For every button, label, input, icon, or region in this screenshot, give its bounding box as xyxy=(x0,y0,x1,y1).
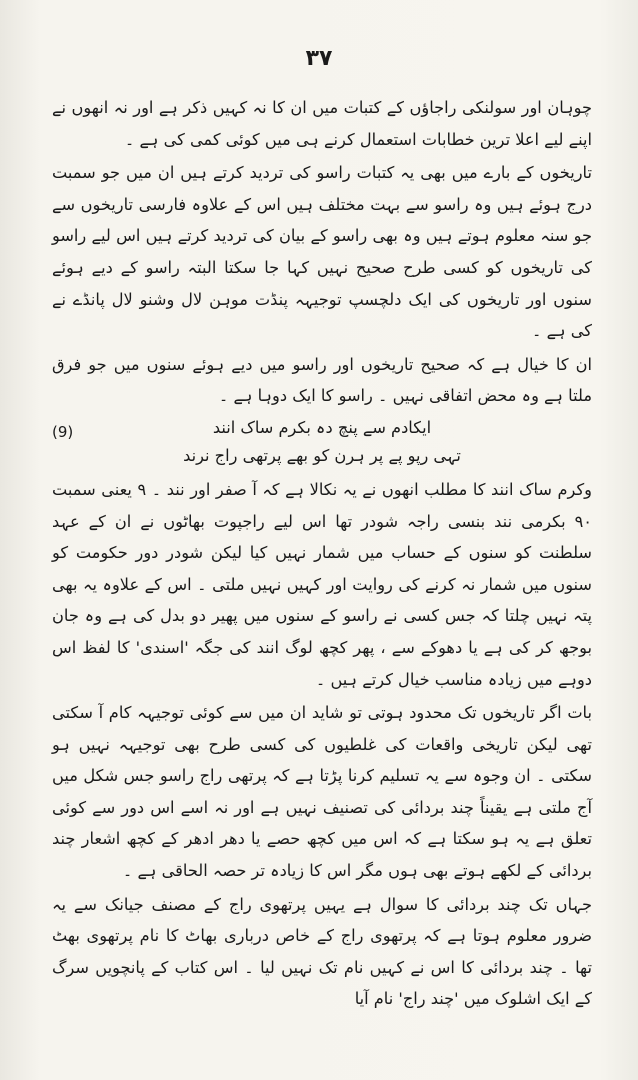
paragraph: وکرم ساک انند کا مطلب انھوں نے یہ نکالا ہے کہ آ صفر اور نند ۔ ۹ یعنی سمبت ۹۰ بکرمی نند بنسی راجہ شودر تھا اس لیے راجپوت بھاٹوں نے ان کے عہد سلطنت کو سنوں کے حساب میں شمار نہیں کیا لیکن شودر دور حکومت کو سنوں میں شمار نہ کرنے کی روایت اور کہیں نہیں ملتی ۔ اس کے علاوہ یہ بھی پتہ نہیں چلتا کہ جس کسی نے راسو کے سنوں میں پھیر دو بدل کی ہے وہ جان بوجھ کر کی ہے یا دھوکے سے ، پھر کچھ لوگ انند کی جگہ 'اسندی' کا لفظ اس دوہے میں زیادہ مناسب خیال کرتے ہیں ۔ xyxy=(52,479,592,689)
verse-couplet xyxy=(52,414,592,470)
page-number: ۳۷ xyxy=(305,46,333,71)
body-text xyxy=(52,92,592,1015)
paragraph: تاریخوں کے بارے میں بھی یہ کتبات راسو کی تردید کرتے ہیں ان میں جو سمبت درج ہوئے ہیں وہ راسو سے بہت مختلف ہیں اس کے علاوہ فارسی تاریخوں سے جو سنہ معلوم ہوتے ہیں وہ بھی راسو کے بیان کی تردید کرتے ہیں اس لیے راسو کی تاریخوں کو کسی طرح صحیح نہیں کہا جا سکتا البتہ راسو کے دیے ہوئے سنوں اور تاریخوں کی ایک دلچسپ توجیہہ پنڈت موہن لال وشنو لال پانڈے نے کی ہے ۔ xyxy=(52,163,592,341)
verse-number: (9) xyxy=(52,422,74,441)
paragraph: جہاں تک چند بردائی کا سوال ہے یہیں پرتھوی راج کے مصنف جیانک سے یہ ضرور معلوم ہوتا ہے کہ پرتھوی راج کے خاص درباری بھاٹ کا نام پرتھوی بھٹ تھا ۔ چند بردائی کا اس نے کہیں نام تک نہیں لیا ۔ اس کتاب کے پانچویں سرگ کے ایک اشلوک میں 'چند راج' نام آیا xyxy=(52,894,592,1009)
paragraph: ان کا خیال ہے کہ صحیح تاریخوں اور راسو میں دیے ہوئے سنوں میں جو فرق ملتا ہے وہ محض اتفاقی نہیں ۔ راسو کا ایک دوہا ہے ۔ xyxy=(52,354,592,406)
paragraph: بات اگر تاریخوں تک محدود ہوتی تو شاید ان میں سے کوئی توجیہہ کام آ سکتی تھی لیکن تاریخی واقعات کی غلطیوں کی کسی طرح بھی توجیہہ نہیں ہو سکتی ۔ ان وجوہ سے یہ تسلیم کرنا پڑتا ہے کہ پرتھی راج راسو جس شکل میں آج ملتی ہے یقیناً چند بردائی کی تصنیف نہیں ہے اور نہ اسے اس دور سے کوئی تعلق ہے یہ ہو سکتا ہے کہ اس میں کچھ حصے یا دھر ادھر کے کچھ اشعار چند بردائی کے لکھے ہوتے بھی ہوں مگر اس کا زیادہ تر حصہ الحاقی ہے ۔ xyxy=(52,703,592,881)
paragraph: چوہان اور سولنکی راجاؤں کے کتبات میں ان کا نہ کہیں ذکر ہے اور نہ انھوں نے اپنے لیے اعلا ترین خطابات استعمال کرنے ہی میں کوئی کمی کی ہے ۔ xyxy=(52,98,592,149)
verse-line-1: ایکادم سے پنچ دہ بکرم ساک انند xyxy=(212,417,432,437)
verse-line-2: تہی رپو پے پر ہرن کو بھے پرتھی راج نرند xyxy=(183,445,461,465)
